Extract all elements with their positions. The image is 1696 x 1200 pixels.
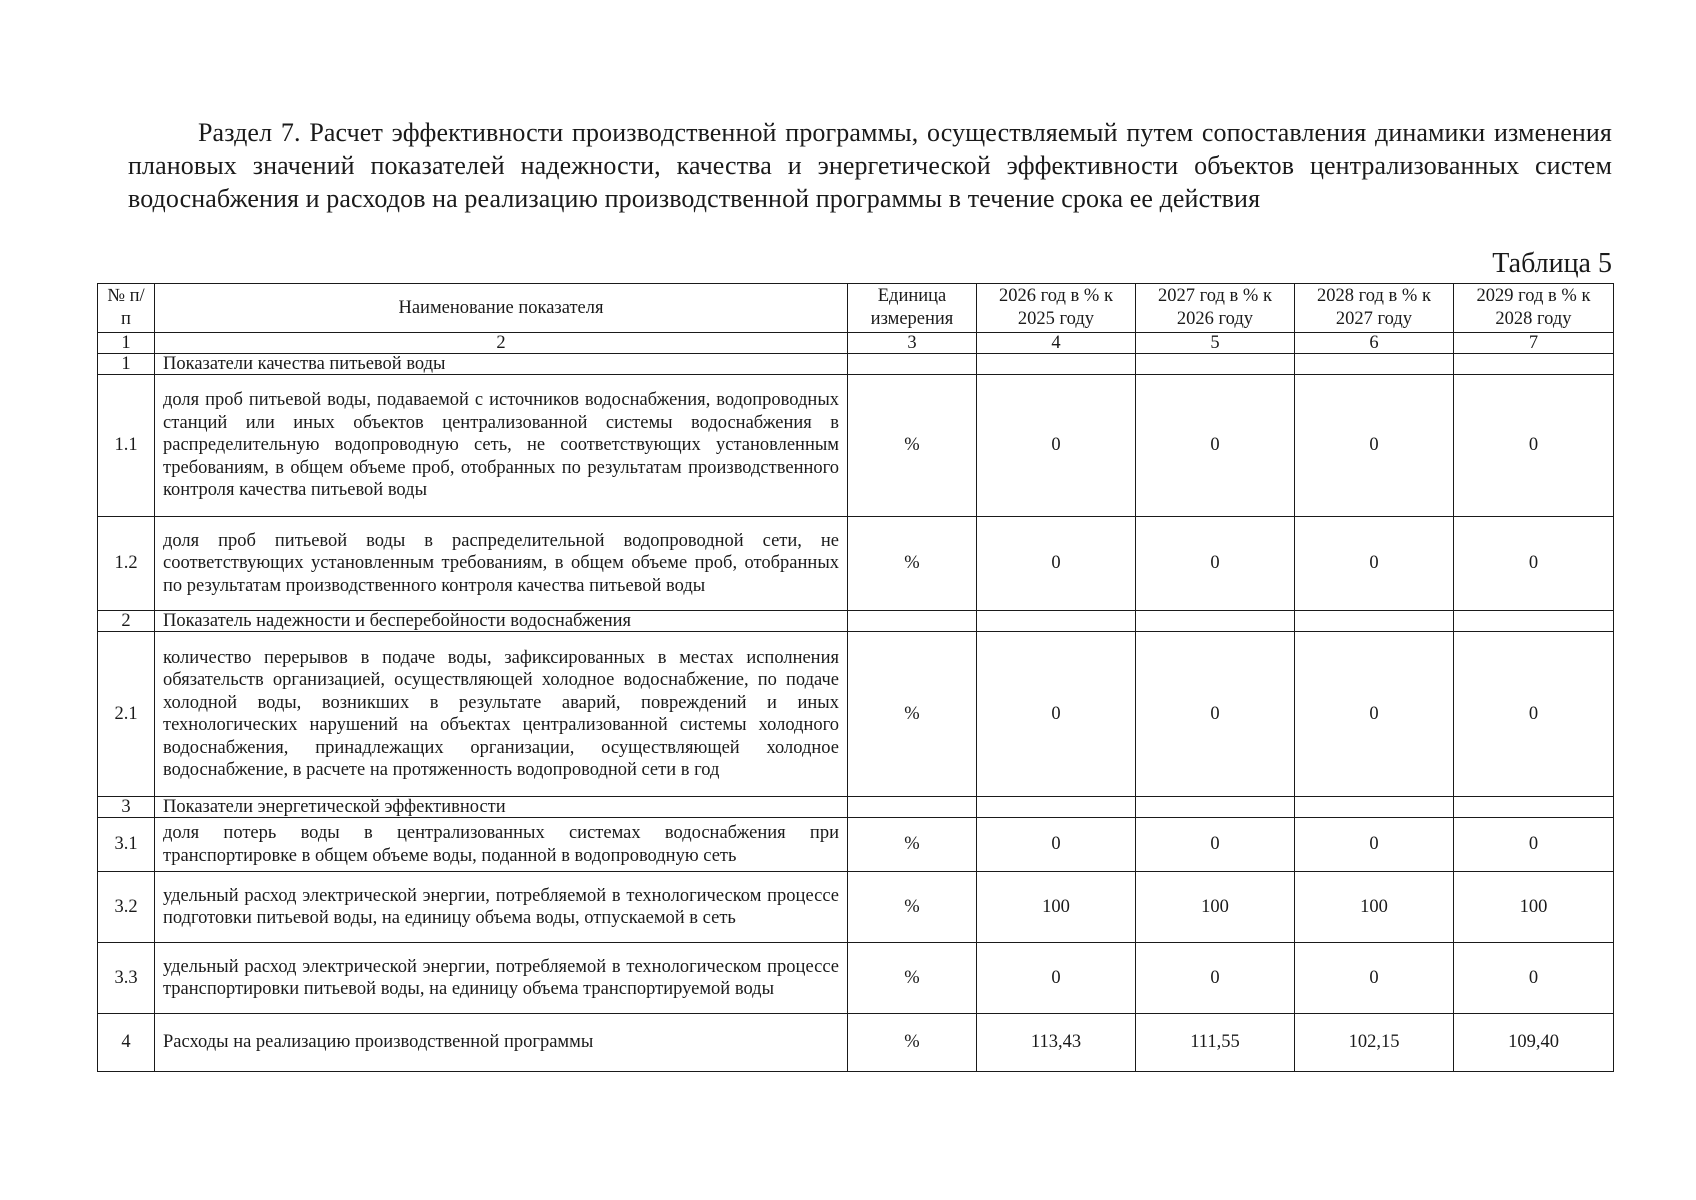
value-2029: 0 bbox=[1454, 818, 1614, 872]
indicator-name: доля проб питьевой воды в распределительной водопроводной сети, не соответствующих установленным требованиям, в общем объеме проб, отобранных по результатам производственного контроля качества питьевой воды bbox=[155, 517, 848, 611]
header-2027: 2027 год в % к 2026 году bbox=[1136, 284, 1295, 333]
value-2028: 0 bbox=[1295, 632, 1454, 797]
value-2027: 111,55 bbox=[1136, 1014, 1295, 1072]
header-2028: 2028 год в % к 2027 году bbox=[1295, 284, 1454, 333]
table-row bbox=[98, 943, 1614, 1014]
column-number-row bbox=[98, 333, 1614, 354]
row-number: 3.2 bbox=[98, 872, 155, 943]
row-number: 1.1 bbox=[98, 375, 155, 517]
indicator-name: доля потерь воды в централизованных системах водоснабжения при транспортировке в общем объеме воды, поданной в водопроводную сеть bbox=[155, 818, 848, 872]
table-row bbox=[98, 818, 1614, 872]
column-number: 7 bbox=[1454, 333, 1614, 354]
row-number: 3 bbox=[98, 797, 155, 818]
row-number: 1.2 bbox=[98, 517, 155, 611]
header-2026: 2026 год в % к 2025 году bbox=[977, 284, 1136, 333]
value-2028: 0 bbox=[1295, 375, 1454, 517]
section-title: Показатель надежности и бесперебойности водоснабжения bbox=[155, 611, 848, 632]
value-2027: 0 bbox=[1136, 375, 1295, 517]
indicator-name: Расходы на реализацию производственной программы bbox=[155, 1014, 848, 1072]
row-number: 3.3 bbox=[98, 943, 155, 1014]
value-2027: 0 bbox=[1136, 943, 1295, 1014]
section-row bbox=[98, 354, 1614, 375]
section-title: Показатели энергетической эффективности bbox=[155, 797, 848, 818]
indicator-name: удельный расход электрической энергии, потребляемой в технологическом процессе подготовки питьевой воды, на единицу объема воды, отпускаемой в сеть bbox=[155, 872, 848, 943]
value-2027: 100 bbox=[1136, 872, 1295, 943]
value-2026: 0 bbox=[977, 943, 1136, 1014]
value-2028: 0 bbox=[1295, 517, 1454, 611]
column-number: 4 bbox=[977, 333, 1136, 354]
header-number: № п/п bbox=[98, 284, 155, 333]
value-2027: 0 bbox=[1136, 632, 1295, 797]
section-heading: Раздел 7. Расчет эффективности производственной программы, осуществляемый путем сопоставления динамики изменения плановых значений показателей надежности, качества и энергетической эффективности объектов централизованных систем водоснабжения и расходов на реализацию производственной программы в течение срока ее действия bbox=[128, 118, 1612, 213]
value-2029: 0 bbox=[1454, 632, 1614, 797]
unit-cell: % bbox=[848, 943, 977, 1014]
indicator-name: количество перерывов в подаче воды, зафиксированных в местах исполнения обязательств организацией, осуществляющей холодное водоснабжение, по подаче холодной воды, возникших в результате аварий, повреждений и иных технологических нарушений на объектах централизованной системы холодного водоснабжения, принадлежащих организации, осуществляющей холодное водоснабжение, в расчете на протяженность водопроводной сети в год bbox=[155, 632, 848, 797]
section-row bbox=[98, 797, 1614, 818]
value-2026: 0 bbox=[977, 375, 1136, 517]
table-row bbox=[98, 1014, 1614, 1072]
header-indicator-name: Наименование показателя bbox=[155, 284, 848, 333]
value-2029: 0 bbox=[1454, 943, 1614, 1014]
row-number: 4 bbox=[98, 1014, 155, 1072]
value-2026: 0 bbox=[977, 632, 1136, 797]
row-number: 3.1 bbox=[98, 818, 155, 872]
unit-cell: % bbox=[848, 872, 977, 943]
value-2027: 0 bbox=[1136, 517, 1295, 611]
unit-cell: % bbox=[848, 375, 977, 517]
value-2028: 0 bbox=[1295, 818, 1454, 872]
table-row bbox=[98, 872, 1614, 943]
header-unit: Единица измерения bbox=[848, 284, 977, 333]
table-row bbox=[98, 517, 1614, 611]
unit-cell: % bbox=[848, 1014, 977, 1072]
row-number: 2 bbox=[98, 611, 155, 632]
table-caption: Таблица 5 bbox=[1492, 248, 1612, 279]
column-number: 1 bbox=[98, 333, 155, 354]
column-number: 3 bbox=[848, 333, 977, 354]
value-2029: 109,40 bbox=[1454, 1014, 1614, 1072]
header-2029: 2029 год в % к 2028 году bbox=[1454, 284, 1614, 333]
column-number: 6 bbox=[1295, 333, 1454, 354]
value-2028: 100 bbox=[1295, 872, 1454, 943]
table-row bbox=[98, 375, 1614, 517]
row-number: 1 bbox=[98, 354, 155, 375]
value-2029: 0 bbox=[1454, 375, 1614, 517]
section-title: Показатели качества питьевой воды bbox=[155, 354, 848, 375]
value-2029: 0 bbox=[1454, 517, 1614, 611]
value-2026: 0 bbox=[977, 818, 1136, 872]
indicator-name: удельный расход электрической энергии, потребляемой в технологическом процессе транспортировки питьевой воды, на единицу объема транспортируемой воды bbox=[155, 943, 848, 1014]
efficiency-table bbox=[97, 283, 1614, 1072]
value-2028: 0 bbox=[1295, 943, 1454, 1014]
column-number: 2 bbox=[155, 333, 848, 354]
unit-cell: % bbox=[848, 632, 977, 797]
value-2026: 100 bbox=[977, 872, 1136, 943]
value-2026: 113,43 bbox=[977, 1014, 1136, 1072]
section-row bbox=[98, 611, 1614, 632]
column-number: 5 bbox=[1136, 333, 1295, 354]
indicator-name: доля проб питьевой воды, подаваемой с источников водоснабжения, водопроводных станций или иных объектов централизованной системы водоснабжения в распределительную водопроводную сеть, не соответствующих установленным требованиям, в общем объеме проб, отобранных по результатам производственного контроля качества питьевой воды bbox=[155, 375, 848, 517]
value-2026: 0 bbox=[977, 517, 1136, 611]
unit-cell: % bbox=[848, 517, 977, 611]
value-2027: 0 bbox=[1136, 818, 1295, 872]
row-number: 2.1 bbox=[98, 632, 155, 797]
value-2029: 100 bbox=[1454, 872, 1614, 943]
value-2028: 102,15 bbox=[1295, 1014, 1454, 1072]
table-row bbox=[98, 632, 1614, 797]
unit-cell: % bbox=[848, 818, 977, 872]
table-header-row bbox=[98, 284, 1614, 333]
